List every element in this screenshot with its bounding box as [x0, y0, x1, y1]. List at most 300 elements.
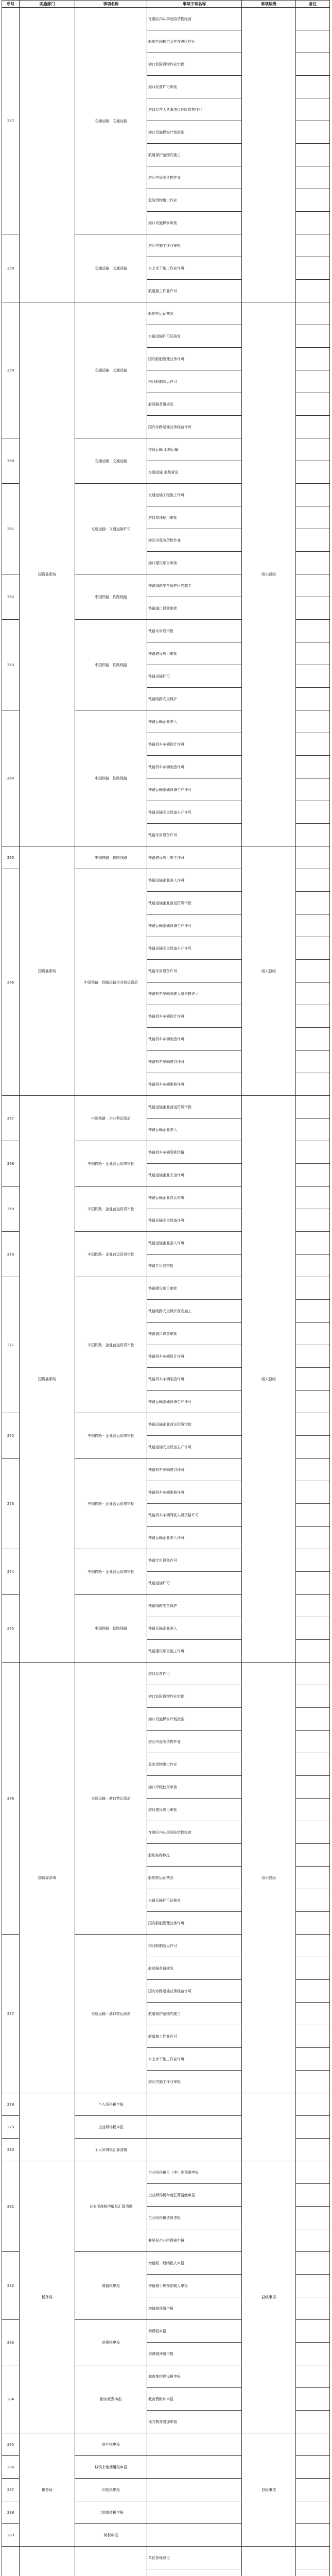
row-item-name: 交通运输 · 港口营运资质: [75, 1935, 147, 2093]
row-note: [296, 778, 330, 801]
row-note: [296, 166, 330, 189]
table-row: [2, 2433, 330, 2456]
row-index: 285: [2, 2433, 20, 2456]
row-sub-item: 水路运输许可证核发: [147, 325, 242, 348]
row-sub-item: 铁路运输基础设备生产许可: [147, 1391, 242, 1413]
row-sub-item: 港口设施保安计划批准: [147, 1708, 242, 1731]
row-level: 绍兴县级: [242, 302, 296, 846]
row-note: [296, 1549, 330, 1572]
header-note: 备注: [296, 1, 330, 8]
row-note: [296, 1731, 330, 1753]
row-note: [296, 2524, 330, 2547]
row-note: [296, 121, 330, 144]
row-index: 263: [2, 620, 20, 710]
row-note: [296, 438, 330, 461]
row-note: [296, 1255, 330, 1277]
row-sub-item: 港区内施工作业审批: [147, 234, 242, 257]
row-index: 275: [2, 1595, 20, 1663]
row-note: [296, 552, 330, 574]
row-sub-item: 港口岸线使用审批: [147, 506, 242, 529]
row-item-name: 企业所得税申报及汇算清缴: [75, 2161, 147, 2252]
row-sub-item: 地方教育附加申报: [147, 2411, 242, 2433]
row-level: [242, 2093, 296, 2161]
row-note: [296, 1050, 330, 1073]
row-sub-item: 铁路机车车辆维修许可: [147, 1073, 242, 1096]
row-item-name: 个人所得税申报: [75, 2093, 147, 2116]
row-level: 县级事项: [242, 2161, 296, 2433]
row-note: [296, 2433, 330, 2456]
row-note: [296, 257, 330, 280]
row-sub-item: 增值税小规模纳税人申报: [147, 2275, 242, 2297]
row-department: 税务局: [20, 2161, 75, 2433]
row-note: [296, 2093, 330, 2116]
row-note: [296, 665, 330, 688]
row-note: [296, 2275, 330, 2297]
row-item-name: 增值税申报: [75, 2252, 147, 2320]
row-index: 265: [2, 846, 20, 869]
row-sub-item: 铁路运输企业营运资质审批: [147, 892, 242, 914]
row-note: [296, 1073, 330, 1096]
row-note: [296, 1277, 330, 1300]
row-index: 288: [2, 2501, 20, 2524]
row-index: 257: [2, 8, 20, 234]
row-note: [296, 1753, 330, 1776]
header-item-name: 事项名称: [75, 1, 147, 8]
row-note: [296, 982, 330, 1005]
table-row: [2, 2161, 330, 2184]
row-sub-item: 危险货物港口作业: [147, 1753, 242, 1776]
row-note: [296, 506, 330, 529]
row-index: [2, 2547, 20, 2576]
row-note: [296, 1209, 330, 1232]
row-sub-item: 铁路线路安全保护: [147, 1595, 242, 1617]
row-item-name: 中国铁路 · 企业营运资质审批: [75, 1232, 147, 1277]
row-sub-item: 增值税预缴申报: [147, 2297, 242, 2320]
row-note: [296, 2297, 330, 2320]
row-note: [296, 937, 330, 960]
row-index: 273: [2, 1459, 20, 1549]
row-sub-item: 铁路运输企业准入许可: [147, 1232, 242, 1255]
row-sub-item: 铁路运输企业准入: [147, 1617, 242, 1640]
row-sub-item: 内河船舶营运许可: [147, 1935, 242, 1957]
row-note: [296, 1867, 330, 1889]
table-row: [2, 8, 330, 30]
row-sub-item: 船舶营运证核发: [147, 302, 242, 325]
row-sub-item: 在港区内从事危险货物经营: [147, 1821, 242, 1844]
row-note: [296, 597, 330, 620]
row-item-name: 中国铁路 · 铁路线路: [75, 620, 147, 710]
row-index: 278: [2, 2093, 20, 2116]
row-note: [296, 642, 330, 665]
row-item-name: 城镇土地使用税申报: [75, 2456, 147, 2479]
row-note: [296, 461, 330, 484]
row-note: [296, 1889, 330, 1912]
row-sub-item: 铁路机车车辆制造许可: [147, 1368, 242, 1391]
row-note: [296, 960, 330, 982]
row-note: [296, 1141, 330, 1164]
row-sub-item: 铁路运输许可: [147, 665, 242, 688]
row-sub-item: 铁路运输安全设备生产许可: [147, 1436, 242, 1459]
row-note: [296, 2139, 330, 2161]
row-note: [296, 1595, 330, 1617]
row-sub-item: 铁路道口设置审批: [147, 597, 242, 620]
row-department: [20, 2547, 75, 2576]
row-note: [296, 801, 330, 824]
row-note: [296, 2207, 330, 2229]
row-item-name: 中国铁路 · 企业营运资质审批: [75, 1413, 147, 1459]
row-sub-item: 铁路运输企业准入: [147, 1118, 242, 1141]
row-note: [296, 574, 330, 597]
row-index: 276: [2, 1663, 20, 1935]
row-sub-item: [147, 2524, 242, 2547]
row-sub-item: 港区内危险货物作业: [147, 1731, 242, 1753]
row-item-name: 企业所得税申报: [75, 2116, 147, 2139]
row-index: 271: [2, 1277, 20, 1413]
row-sub-item: 铁路运输企业营运资质: [147, 1187, 242, 1209]
row-item-name: 中国铁路 · 企业营运资质审批: [75, 1549, 147, 1595]
row-sub-item: 国内船舶管理业务许可: [147, 348, 242, 370]
row-sub-item: 铁路运输企业准入: [147, 710, 242, 733]
row-item-name: 消费税申报: [75, 2320, 147, 2365]
row-item-name: 交通运输 · 文通运输: [75, 8, 147, 234]
row-index: 260: [2, 438, 20, 484]
row-index: 270: [2, 1232, 20, 1277]
row-note: [296, 2003, 330, 2025]
row-note: [296, 688, 330, 710]
row-sub-item: 非居民企业所得税申报: [147, 2229, 242, 2252]
row-note: [296, 756, 330, 778]
row-sub-item: 铁路运输基础设备生产许可: [147, 778, 242, 801]
row-sub-item: 铁路建设项目施工许可: [147, 846, 242, 869]
header-department: 实施部门: [20, 1, 75, 8]
header-sub-item: 事项子项名称: [147, 1, 242, 8]
row-note: [296, 2048, 330, 2071]
row-note: [296, 1617, 330, 1640]
row-index: 279: [2, 2116, 20, 2139]
row-note: [296, 846, 330, 869]
row-item-name: 交通运输 · 文通运输: [75, 234, 147, 302]
row-sub-item: 港口危险货物作业审批: [147, 1685, 242, 1708]
row-sub-item: 铁路机车车辆设计许可: [147, 1345, 242, 1368]
row-sub-item: [147, 2479, 242, 2501]
table-row: [2, 1096, 330, 1118]
row-sub-item: 企业所得税月（季）度预缴申报: [147, 2161, 242, 2184]
row-sub-item: 铁路机车车辆制造许可: [147, 1028, 242, 1050]
row-item-name: 中国铁路 · 企业营运资质审批: [75, 1459, 147, 1549]
row-note: [296, 1391, 330, 1413]
row-sub-item: 铁路机车车辆制造许可: [147, 756, 242, 778]
row-sub-item: 铁路运输许可: [147, 1572, 242, 1595]
row-note: [296, 370, 330, 393]
row-sub-item: 铁路机车车辆设计许可: [147, 1005, 242, 1028]
row-item-name: [75, 2547, 147, 2576]
row-note: [296, 1118, 330, 1141]
row-sub-item: 交通运输 水路营运: [147, 461, 242, 484]
row-item-name: 契税申报: [75, 2524, 147, 2547]
row-department: 国资委系统: [20, 846, 75, 1096]
row-department: [20, 2093, 75, 2161]
row-sub-item: 铁路线路安全保护区内施工: [147, 574, 242, 597]
row-sub-item: 铁路运输安全设备生产许可: [147, 801, 242, 824]
row-sub-item: 铁路运输企业营运资质审批: [147, 1413, 242, 1436]
row-note: [296, 1844, 330, 1867]
header-level: 事项层级: [242, 1, 296, 8]
row-index: 283: [2, 2320, 20, 2365]
row-index: 262: [2, 574, 20, 620]
row-item-name: 附加税费申报: [75, 2365, 147, 2433]
row-note: [296, 1413, 330, 1436]
row-note: [296, 280, 330, 302]
row-note: [296, 302, 330, 325]
row-sub-item: 港口危险货物作业审批: [147, 53, 242, 76]
row-note: [296, 2025, 330, 2048]
row-sub-item: 航道施工作业许可: [147, 280, 242, 302]
row-note: [296, 710, 330, 733]
row-note: [296, 620, 330, 642]
row-note: [296, 1776, 330, 1799]
row-note: [296, 2229, 330, 2252]
row-item-name: 中国铁路 · 企业营运资质: [75, 1096, 147, 1141]
table-body: [2, 8, 330, 2576]
row-sub-item: 内河船舶营运许可: [147, 370, 242, 393]
row-index: 269: [2, 1187, 20, 1232]
row-index: 280: [2, 2139, 20, 2161]
row-sub-item: 危险货物港口作业: [147, 189, 242, 212]
row-note: [296, 1481, 330, 1504]
row-index: 286: [2, 2456, 20, 2479]
row-sub-item: 城市维护建设税申报: [147, 2365, 242, 2388]
row-sub-item: 铁路专用设备许可: [147, 824, 242, 846]
row-note: [296, 1323, 330, 1345]
row-sub-item: 铁路运输企业营运资质审批: [147, 1096, 242, 1118]
row-sub-item: 港口建设项目审批: [147, 1799, 242, 1821]
row-item-name: 中国铁路 · 铁路线路: [75, 846, 147, 869]
row-note: [296, 212, 330, 234]
row-sub-item: [147, 2569, 242, 2576]
row-note: [296, 1799, 330, 1821]
row-item-name: 中国铁路 · 铁路线路: [75, 1595, 147, 1663]
row-level: 绍兴县级: [242, 1663, 296, 2093]
row-sub-item: 铁路运输安全设备生产许可: [147, 937, 242, 960]
row-sub-item: 铁路专用线审批: [147, 620, 242, 642]
row-sub-item: [147, 2139, 242, 2161]
row-index: 261: [2, 484, 20, 574]
row-level: 县级事项: [242, 2433, 296, 2547]
row-department: 税务局: [20, 2433, 75, 2547]
row-sub-item: 港区内施工作业审批: [147, 2071, 242, 2093]
row-note: [296, 914, 330, 937]
header-index: 序号: [2, 1, 20, 8]
row-note: [296, 2388, 330, 2411]
row-sub-item: 港口经营人从事港口危险货物作业: [147, 98, 242, 121]
row-sub-item: 船员服务簿核发: [147, 393, 242, 416]
row-sub-item: 企业所得税年度汇算清缴申报: [147, 2184, 242, 2207]
row-note: [296, 1028, 330, 1050]
row-sub-item: 在港区内从事危险货物经营: [147, 8, 242, 30]
row-level: [242, 2547, 296, 2576]
row-index: 259: [2, 302, 20, 438]
row-sub-item: 港口岸线使用审批: [147, 1776, 242, 1799]
row-sub-item: 消费税预缴申报: [147, 2343, 242, 2365]
row-sub-item: 铁路专用线审批: [147, 1255, 242, 1277]
row-index: 281: [2, 2161, 20, 2252]
row-sub-item: 铁路建设项目施工许可: [147, 1640, 242, 1663]
row-sub-item: 教育费附加申报: [147, 2388, 242, 2411]
row-sub-item: 港口建设项目审批: [147, 552, 242, 574]
row-sub-item: 铁路线路安全保护区内施工: [147, 1300, 242, 1323]
row-note: [296, 30, 330, 53]
row-note: [296, 416, 330, 438]
row-item-name: 中国铁路 · 铁路线路: [75, 710, 147, 846]
row-sub-item: 国内船舶管理业务许可: [147, 1912, 242, 1935]
row-note: [296, 2116, 330, 2139]
row-index: 282: [2, 2252, 20, 2320]
row-sub-item: 交通运输工程施工许可: [147, 484, 242, 506]
row-note: [296, 1935, 330, 1957]
row-note: [296, 1663, 330, 1685]
row-note: [296, 98, 330, 121]
row-note: [296, 529, 330, 552]
row-note: [296, 234, 330, 257]
row-index: 289: [2, 2524, 20, 2547]
table-row: [2, 846, 330, 869]
row-sub-item: 铁路道口设置审批: [147, 1323, 242, 1345]
row-sub-item: 船员服务簿核发: [147, 1957, 242, 1980]
row-sub-item: 铁路建设项目审批: [147, 642, 242, 665]
row-sub-item: [147, 2433, 242, 2456]
row-sub-item: 水上水下施工作业许可: [147, 2048, 242, 2071]
row-note: [296, 2320, 330, 2343]
row-note: [296, 1572, 330, 1595]
row-index: 258: [2, 234, 20, 302]
row-note: [296, 2547, 330, 2569]
row-sub-item: 航道保护范围内施工: [147, 2003, 242, 2025]
row-index: 268: [2, 1141, 20, 1187]
row-sub-item: 铁路机车车辆驾驶人员资格许可: [147, 982, 242, 1005]
row-note: [296, 1459, 330, 1481]
row-sub-item: 单位参保登记: [147, 2547, 242, 2569]
row-sub-item: 消费税申报: [147, 2320, 242, 2343]
row-note: [296, 1527, 330, 1549]
row-note: [296, 2161, 330, 2184]
row-sub-item: 铁路运输安全设备许可: [147, 1209, 242, 1232]
row-sub-item: 港口设施保安审批: [147, 212, 242, 234]
row-item-name: 交通运输 · 文通运输许可: [75, 484, 147, 574]
row-note: [296, 1640, 330, 1663]
row-sub-item: [147, 2501, 242, 2524]
row-sub-item: 铁路运输企业准入许可: [147, 1527, 242, 1549]
row-sub-item: 铁路线路安全保护: [147, 688, 242, 710]
row-note: [296, 2569, 330, 2576]
row-index: 264: [2, 710, 20, 846]
row-department: 国资委系统: [20, 302, 75, 846]
row-note: [296, 76, 330, 98]
row-level: 绍兴县级: [242, 846, 296, 1096]
row-sub-item: 铁路机车车辆设计许可: [147, 733, 242, 756]
row-item-name: 中国铁路 · 企业营运资质审批: [75, 1141, 147, 1187]
row-item-name: 个人所得税汇算清缴: [75, 2139, 147, 2161]
row-item-name: 印花税申报: [75, 2479, 147, 2501]
row-note: [296, 1300, 330, 1323]
row-sub-item: 铁路建设项目审批: [147, 1277, 242, 1300]
row-note: [296, 484, 330, 506]
table-row: [2, 2547, 330, 2569]
row-sub-item: 船舶名称核定: [147, 1844, 242, 1867]
row-note: [296, 325, 330, 348]
row-item-name: 中国铁路 · 铁路线路: [75, 574, 147, 620]
row-sub-item: 增值税一般纳税人申报: [147, 2252, 242, 2275]
row-note: [296, 2184, 330, 2207]
row-note: [296, 1436, 330, 1459]
row-note: [296, 1504, 330, 1527]
row-sub-item: 铁路机车车辆进口许可: [147, 1459, 242, 1481]
row-sub-item: 铁路运输企业准入许可: [147, 869, 242, 892]
table-row: [2, 1663, 330, 1685]
row-sub-item: 国内水路运输业务经营许可: [147, 416, 242, 438]
row-note: [296, 393, 330, 416]
table-header-row: [2, 1, 330, 8]
row-note: [296, 892, 330, 914]
row-note: [296, 2252, 330, 2275]
row-item-name: 中国铁路 · 企业营运资质审批: [75, 1277, 147, 1413]
row-sub-item: 铁路机车车辆进口许可: [147, 1050, 242, 1073]
row-item-name: 交通运输 · 文通运输: [75, 438, 147, 484]
row-sub-item: 航道保护范围内施工: [147, 144, 242, 166]
row-sub-item: 航道施工作业许可: [147, 2025, 242, 2048]
row-note: [296, 1232, 330, 1255]
row-department: 国资委系统: [20, 1663, 75, 2093]
row-item-name: 土地增值税申报: [75, 2501, 147, 2524]
row-note: [296, 2071, 330, 2093]
row-note: [296, 1187, 330, 1209]
row-note: [296, 1980, 330, 2003]
row-note: [296, 53, 330, 76]
row-note: [296, 1164, 330, 1187]
row-note: [296, 1685, 330, 1708]
row-sub-item: 交通运输 水路运输: [147, 438, 242, 461]
row-item-name: 交通运输 · 文通运输: [75, 302, 147, 438]
row-index: 272: [2, 1413, 20, 1459]
row-sub-item: 铁路运输企业安全许可: [147, 1164, 242, 1187]
row-index: 277: [2, 1935, 20, 2093]
row-item-name: 中国铁路 · 企业营运资质审批: [75, 1187, 147, 1232]
row-sub-item: 铁路机车车辆维修许可: [147, 1481, 242, 1504]
row-note: [296, 1005, 330, 1028]
table-row: [2, 2093, 330, 2116]
row-index: 284: [2, 2365, 20, 2433]
row-sub-item: 船舶名称核定及其在港区作业: [147, 30, 242, 53]
row-note: [296, 8, 330, 30]
row-note: [296, 1821, 330, 1844]
table-row: [2, 302, 330, 325]
row-note: [296, 189, 330, 212]
row-sub-item: 港口经营许可: [147, 1663, 242, 1685]
row-index: 267: [2, 1096, 20, 1141]
row-sub-item: 国内水路运输业务经营许可: [147, 1980, 242, 2003]
row-department: 国资委系统: [20, 1096, 75, 1663]
row-level: 绍兴县级: [242, 1096, 296, 1663]
row-sub-item: 船舶营运证核发: [147, 1867, 242, 1889]
row-note: [296, 733, 330, 756]
row-note: [296, 1368, 330, 1391]
row-sub-item: 港区内危险货物作业: [147, 166, 242, 189]
row-item-name: 中国铁路 · 铁路运输企业营运资质: [75, 869, 147, 1096]
row-note: [296, 2501, 330, 2524]
row-sub-item: [147, 2456, 242, 2479]
row-note: [296, 1957, 330, 1980]
row-note: [296, 2479, 330, 2501]
row-level: [242, 8, 296, 302]
